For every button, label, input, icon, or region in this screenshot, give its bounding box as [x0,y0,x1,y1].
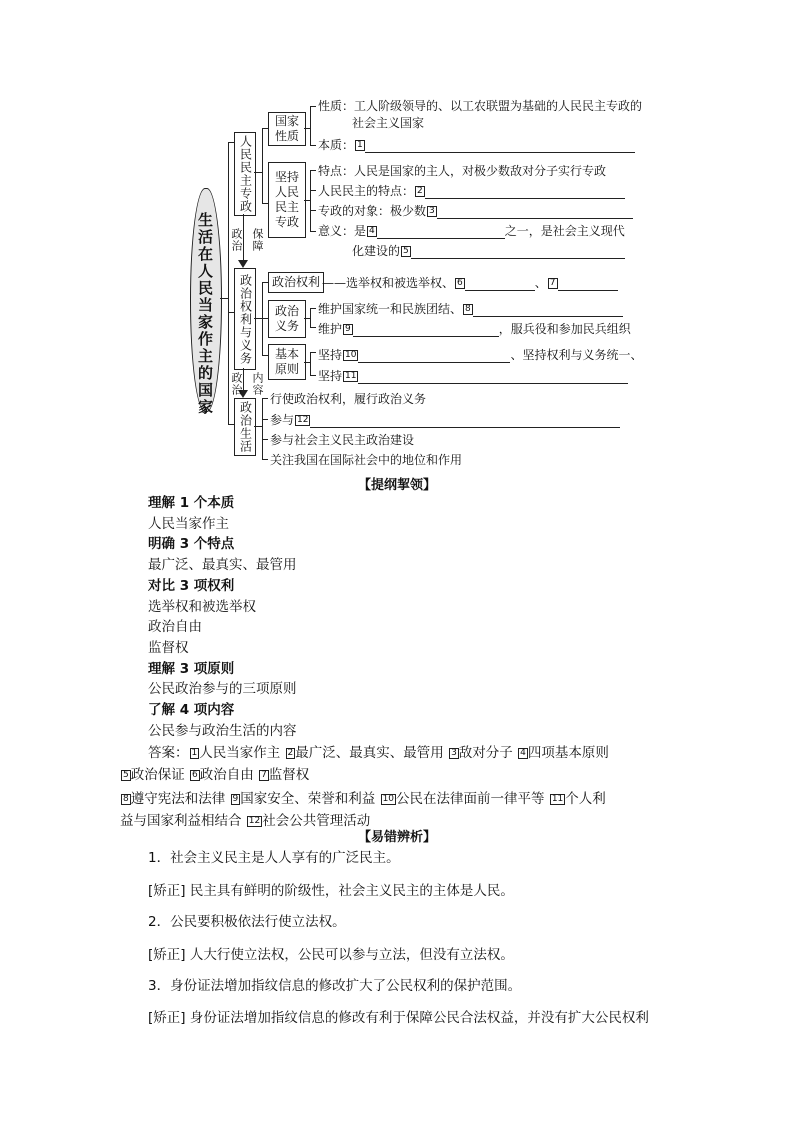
outline-line: 对比 3 项权利 [148,577,235,594]
branch-renmin-minzhu-zhuanzheng: 人民民主专政 [234,132,256,216]
box-zhengzhi-yiwu: 政治义务 [268,300,306,338]
errors-heading: 【易错辨析】 [358,830,437,845]
answers-label: 答案： [148,745,189,761]
outline-line: 人民当家作主 [148,515,229,532]
branch-zhengzhi-quanli-yiwu: 政治权利与义务 [234,268,256,370]
outline-line: 政治自由 [148,619,202,636]
answers-block: 答案： 1 人民当家作主 2 最广泛、最真实、最管用 3 敌对分子 4 四项基本原则 5 政治保证 6 政治自由 7 监督权 8 遵守宪法和法律 9 国家安全、荣誉和利益 10 公民在法律面前一律平等 11 个人利 益与国家利益相结合 12 社会公共管理活动 [120,745,609,829]
outline-line: 监督权 [148,639,189,656]
outline-line: 公民政治参与的三项原则 [148,681,297,698]
error-question: 3．身份证法增加指纹信息的修改扩大了公民权利的保护范围。 [148,978,522,994]
outline-list [148,493,297,741]
outline-heading: 【提纲挈领】 [358,478,437,493]
box-jiben-yuanze: 基本原则 [268,344,306,380]
error-correction: [矫正] 身份证法增加指纹信息的修改有利于保障公民合法权益，并没有扩大公民权利 [148,1010,649,1026]
error-question: 2．公民要积极依法行使立法权。 [148,914,346,930]
box-guojia-xingzhi: 国家性质 [268,112,306,146]
outline-line: 选举权和被选举权 [148,598,256,615]
outline-line: 明确 3 个特点 [148,536,235,553]
branch-zhengzhi-shenghuo: 政治生活 [234,398,256,456]
error-correction: [矫正] 民主具有鲜明的阶级性，社会主义民主的主体是人民。 [148,883,514,899]
box-jianchi-zhuanzheng: 坚持人民民主专政 [268,162,306,238]
outline-line: 理解 1 个本质 [148,495,235,511]
outline-line: 公民参与政治生活的内容 [148,722,297,739]
error-correction: [矫正] 人大行使立法权，公民可以参与立法，但没有立法权。 [148,947,514,963]
error-question: 1．社会主义民主是人人享有的广泛民主。 [148,850,400,866]
outline-line: 理解 3 项原则 [148,660,235,677]
outline-line: 最广泛、最真实、最管用 [148,557,297,574]
box-zhengzhi-quanli: 政治权利 [268,272,324,293]
root-title: 生活在人民当家作主的国家 [196,212,214,416]
outline-line: 了解 4 项内容 [148,702,235,719]
